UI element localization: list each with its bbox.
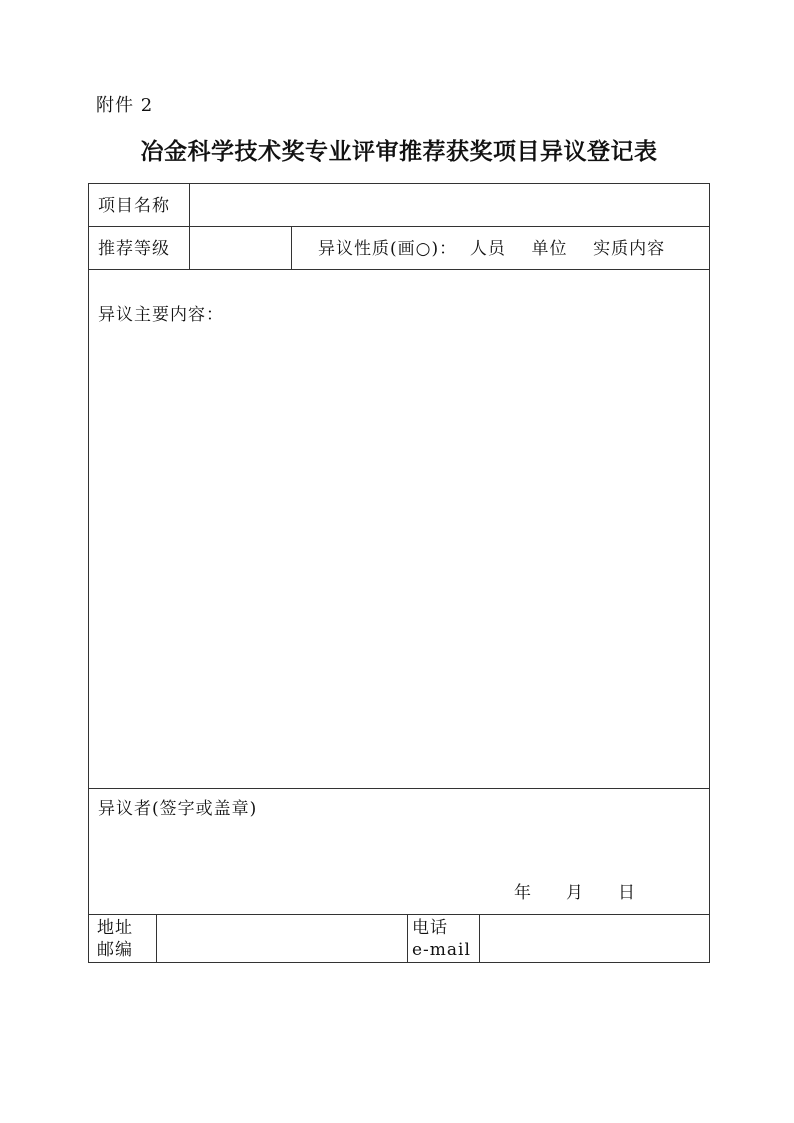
col-divider-address-label xyxy=(156,914,157,963)
row-divider-2 xyxy=(89,269,709,270)
address-postcode-label xyxy=(97,917,133,961)
email-label: e-mail xyxy=(412,940,471,960)
row-divider-4 xyxy=(89,914,709,915)
annex-label: 附件 2 xyxy=(96,95,154,116)
date-year-label: 年 xyxy=(514,883,532,903)
objection-content-label: 异议主要内容： xyxy=(98,305,224,325)
date-day-label: 日 xyxy=(618,883,636,903)
objection-nature-options[interactable]: 异议性质(画○)： 人员 单位 实质内容 xyxy=(318,239,666,259)
col-divider-label xyxy=(189,184,190,269)
col-divider-address-value xyxy=(407,914,408,963)
project-name-field[interactable] xyxy=(199,196,699,216)
phone-label: 电话 xyxy=(412,918,448,938)
objector-signature-label: 异议者(签字或盖章) xyxy=(98,799,258,819)
objection-content-field[interactable] xyxy=(98,334,698,774)
date-month-label: 月 xyxy=(566,883,584,903)
row-divider-3 xyxy=(89,788,709,789)
project-name-label: 项目名称 xyxy=(98,196,170,216)
row-divider-1 xyxy=(89,226,709,227)
form-title: 冶金科学技术奖专业评审推荐获奖项目异议登记表 xyxy=(140,138,658,165)
col-divider-phone-label xyxy=(479,914,480,963)
phone-email-label xyxy=(412,917,471,961)
recommend-level-label: 推荐等级 xyxy=(98,239,170,259)
phone-email-field[interactable] xyxy=(487,929,702,949)
postcode-label: 邮编 xyxy=(97,940,133,960)
col-divider-level xyxy=(291,227,292,269)
signature-date xyxy=(514,883,636,903)
objection-registration-form xyxy=(88,183,710,963)
address-postcode-field[interactable] xyxy=(164,929,399,949)
address-label: 地址 xyxy=(97,918,133,938)
recommend-level-field[interactable] xyxy=(199,239,284,259)
